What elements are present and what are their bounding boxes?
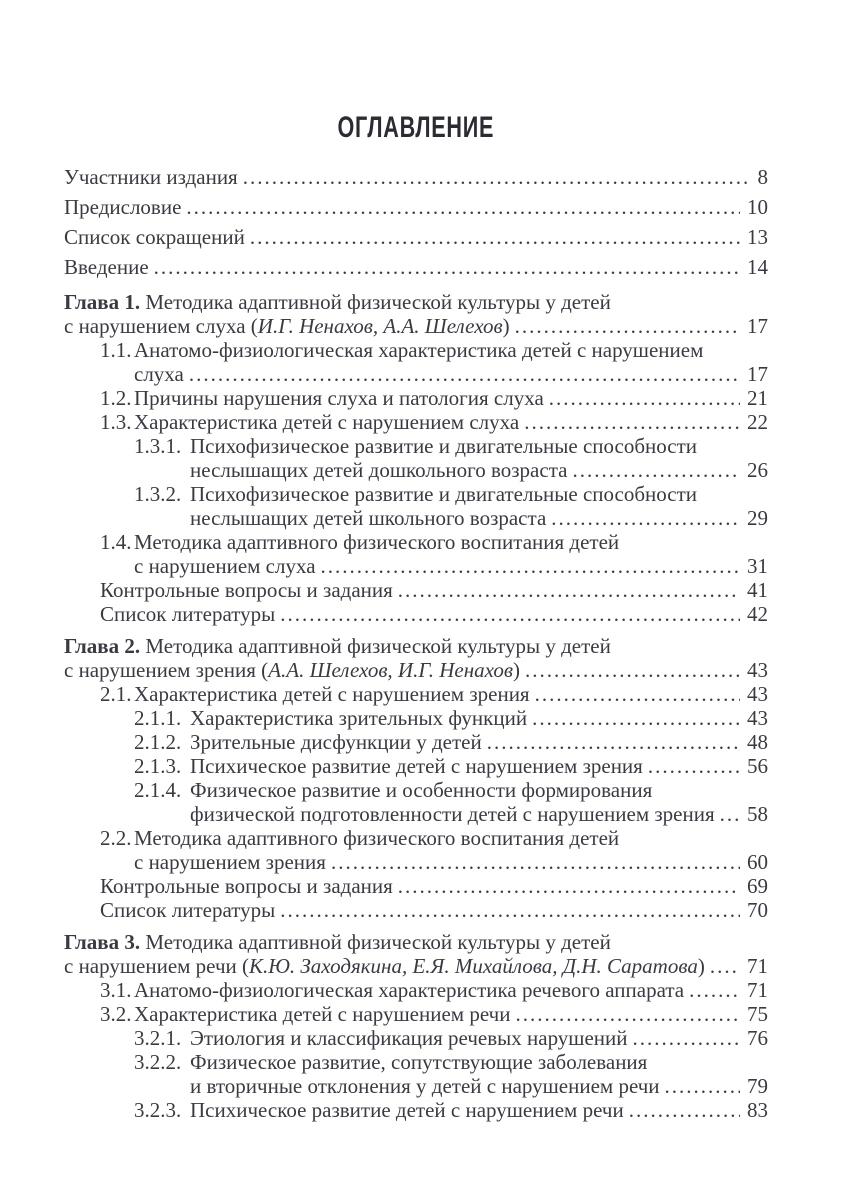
page-number: 31 [747,554,768,578]
entry-number: 3.2.3. [134,1098,182,1122]
toc-entry [64,1026,768,1050]
toc-line [100,578,768,602]
dots-leader [250,222,740,252]
dots-leader [154,252,740,282]
page-number: 43 [747,682,768,706]
entry-text: с нарушением речи (К.Ю. Заходякина, Е.Я. Михайлова, Д.Н. Саратова) [64,954,705,978]
toc-entry [64,898,768,922]
dots-leader [648,754,740,778]
page-number: 76 [747,1026,768,1050]
dots-leader [331,850,740,874]
toc-entry [64,826,768,874]
entry-text: Глава 1. Методика адаптивной физической культуры у детей [64,290,611,314]
toc-line [100,530,768,554]
toc-entry [64,162,768,192]
entry-text: Психическое развитие детей с нарушением речи [190,1098,624,1122]
page-number: 69 [747,874,768,898]
toc-line [100,850,768,874]
entry-number: 1.2. [100,386,132,410]
toc-line [100,978,768,1002]
toc-entry [64,530,768,578]
page-number: 17 [747,314,768,338]
entry-text: с нарушением слуха (И.Г. Ненахов, А.А. Шелехов) [64,314,510,338]
toc-line [134,706,768,730]
page-number: 43 [747,658,768,682]
entry-text: с нарушением зрения (А.А. Шелехов, И.Г. Ненахов) [64,658,521,682]
page-number: 70 [747,898,768,922]
entry-text: и вторичные отклонения у детей с нарушением речи [190,1074,660,1098]
entry-text: с нарушением зрения [134,850,326,874]
toc-entry [64,222,768,252]
entry-number: 1.1. [100,338,132,362]
entry-text: Контрольные вопросы и задания [100,874,393,898]
dots-leader [633,1026,741,1050]
toc-line [100,1002,768,1026]
dots-leader [525,658,740,682]
toc-entry [64,386,768,410]
dots-leader [535,682,740,706]
toc-line [134,458,768,482]
toc-entry [64,192,768,222]
entry-text: Предисловие [64,195,182,219]
toc-line [64,192,768,222]
entry-text: неслышащих детей дошкольного возраста [190,458,568,482]
toc-entry [64,252,768,282]
page-number: 42 [747,602,768,626]
toc-entry [64,978,768,1002]
dots-leader [280,602,740,626]
toc-entry [64,1002,768,1026]
dots-leader [665,1074,740,1098]
page-number: 60 [747,850,768,874]
entry-text: Психическое развитие детей с нарушением зрения [190,754,643,778]
entry-number: 3.1. [100,978,132,1002]
page-number: 71 [747,954,768,978]
entry-number: 3.2.1. [134,1026,182,1050]
entry-text: Характеристика детей с нарушением зрения [134,682,530,706]
entry-number: 3.2.2. [134,1050,182,1074]
entry-text: Методика адаптивного физического воспитания детей [134,826,620,850]
entry-text: Методика адаптивного физического воспитания детей [134,530,620,554]
toc-line [64,314,768,338]
page-number: 71 [747,978,768,1002]
toc-entry [64,634,768,682]
page-number: 58 [747,802,768,826]
page-number: 83 [747,1098,768,1122]
page-number: 8 [757,165,768,189]
toc-line [134,754,768,778]
entry-text: Характеристика детей с нарушением речи [134,1002,511,1026]
entry-text: Анатомо-физиологическая характеристика речевого аппарата [134,978,685,1002]
toc-line [134,434,768,458]
entry-text: слуха [134,362,184,386]
page-number: 48 [747,730,768,754]
entry-text: Психофизическое развитие и двигательные способности [190,434,698,458]
toc-entry [64,874,768,898]
page-number: 56 [747,754,768,778]
entry-text: Список литературы [100,898,276,922]
toc-list [64,162,768,1122]
page-number: 75 [747,1002,768,1026]
entry-text: Причины нарушения слуха и патология слуха [134,386,544,410]
toc-entry [64,338,768,386]
toc-line [100,410,768,434]
toc-line [64,252,768,282]
dots-leader [710,954,740,978]
toc-line [134,1098,768,1122]
toc-line [100,682,768,706]
entry-text: Психофизическое развитие и двигательные способности [190,482,698,506]
dots-leader [629,1098,740,1122]
toc-line [100,386,768,410]
entry-number: 1.3.1. [134,434,182,458]
page-number: 79 [747,1074,768,1098]
toc-line [100,554,768,578]
entry-number: 2.1.4. [134,778,182,802]
toc-line [64,954,768,978]
toc-entry [64,410,768,434]
toc-entry [64,602,768,626]
entry-text: Список сокращений [64,225,245,249]
dots-leader [524,410,740,434]
page-number: 13 [747,225,768,249]
entry-number: 2.1.3. [134,754,182,778]
toc-line [134,1026,768,1050]
entry-number: 1.3. [100,410,132,434]
toc-line [134,730,768,754]
toc-line [64,634,768,658]
entry-text: Этиология и классификация речевых нарушений [190,1026,628,1050]
page-number: 10 [747,195,768,219]
toc-entry [64,578,768,602]
toc-line [134,802,768,826]
toc-entry [64,482,768,530]
toc-line [100,826,768,850]
toc-entry [64,290,768,338]
toc-entry [64,778,768,826]
toc-line [64,930,768,954]
toc-entry [64,434,768,482]
toc-line [134,1074,768,1098]
toc-line [100,874,768,898]
entry-text: Введение [64,255,149,279]
page-number: 14 [747,255,768,279]
page-number: 21 [747,386,768,410]
toc-line [100,898,768,922]
page-number: 41 [747,578,768,602]
toc-line [64,162,768,192]
dots-leader [532,706,740,730]
page-number: 29 [747,506,768,530]
entry-text: Физическое развитие и особенности формирования [190,778,653,802]
toc-entry [64,1050,768,1098]
toc-entry [64,706,768,730]
dots-leader [720,802,740,826]
entry-text: неслышащих детей школьного возраста [190,506,547,530]
toc-entry [64,730,768,754]
page-number: 17 [747,362,768,386]
entry-text: Характеристика зрительных функций [190,706,528,730]
dots-leader [551,506,740,530]
entry-number: 2.2. [100,826,132,850]
dots-leader [549,386,740,410]
dots-leader [689,978,740,1002]
entry-number: 3.2. [100,1002,132,1026]
entry-number: 2.1.2. [134,730,182,754]
entry-number: 1.3.2. [134,482,182,506]
entry-text: Физическое развитие, сопутствующие заболевания [190,1050,648,1074]
entry-number: 1.4. [100,530,132,554]
toc-line [64,222,768,252]
toc-entry [64,1098,768,1122]
dots-leader [321,554,740,578]
toc-entry [64,754,768,778]
toc-line [64,290,768,314]
page-number: 26 [747,458,768,482]
toc-line [100,362,768,386]
entry-text: Участники издания [64,165,238,189]
entry-text: с нарушением слуха [134,554,316,578]
toc-line [134,1050,768,1074]
dots-leader [572,458,740,482]
toc-line [100,338,768,362]
dots-leader [398,874,740,898]
page-title [64,112,768,144]
dots-leader [186,192,740,222]
toc-line [134,482,768,506]
entry-text: Характеристика детей с нарушением слуха [134,410,520,434]
dots-leader [487,730,740,754]
dots-leader [243,162,751,192]
entry-text: Список литературы [100,602,276,626]
toc-line [64,658,768,682]
entry-text: Контрольные вопросы и задания [100,578,393,602]
entry-text: Зрительные дисфункции у детей [190,730,482,754]
toc-entry [64,930,768,978]
toc-line [134,778,768,802]
dots-leader [515,314,740,338]
entry-text: Глава 2. Методика адаптивной физической культуры у детей [64,634,611,658]
page-number: 22 [747,410,768,434]
page-title-text: ОГЛАВЛЕНИЕ [337,111,495,144]
dots-leader [280,898,740,922]
page-number: 43 [747,706,768,730]
dots-leader [398,578,740,602]
entry-text: Глава 3. Методика адаптивной физической культуры у детей [64,930,611,954]
entry-number: 2.1. [100,682,132,706]
dots-leader [515,1002,740,1026]
dots-leader [189,362,740,386]
toc-entry [64,682,768,706]
entry-number: 2.1.1. [134,706,182,730]
toc-line [134,506,768,530]
toc-line [100,602,768,626]
entry-text: Анатомо-физиологическая характеристика детей с нарушением [134,338,704,362]
entry-text: физической подготовленности детей с нарушением зрения [190,802,715,826]
